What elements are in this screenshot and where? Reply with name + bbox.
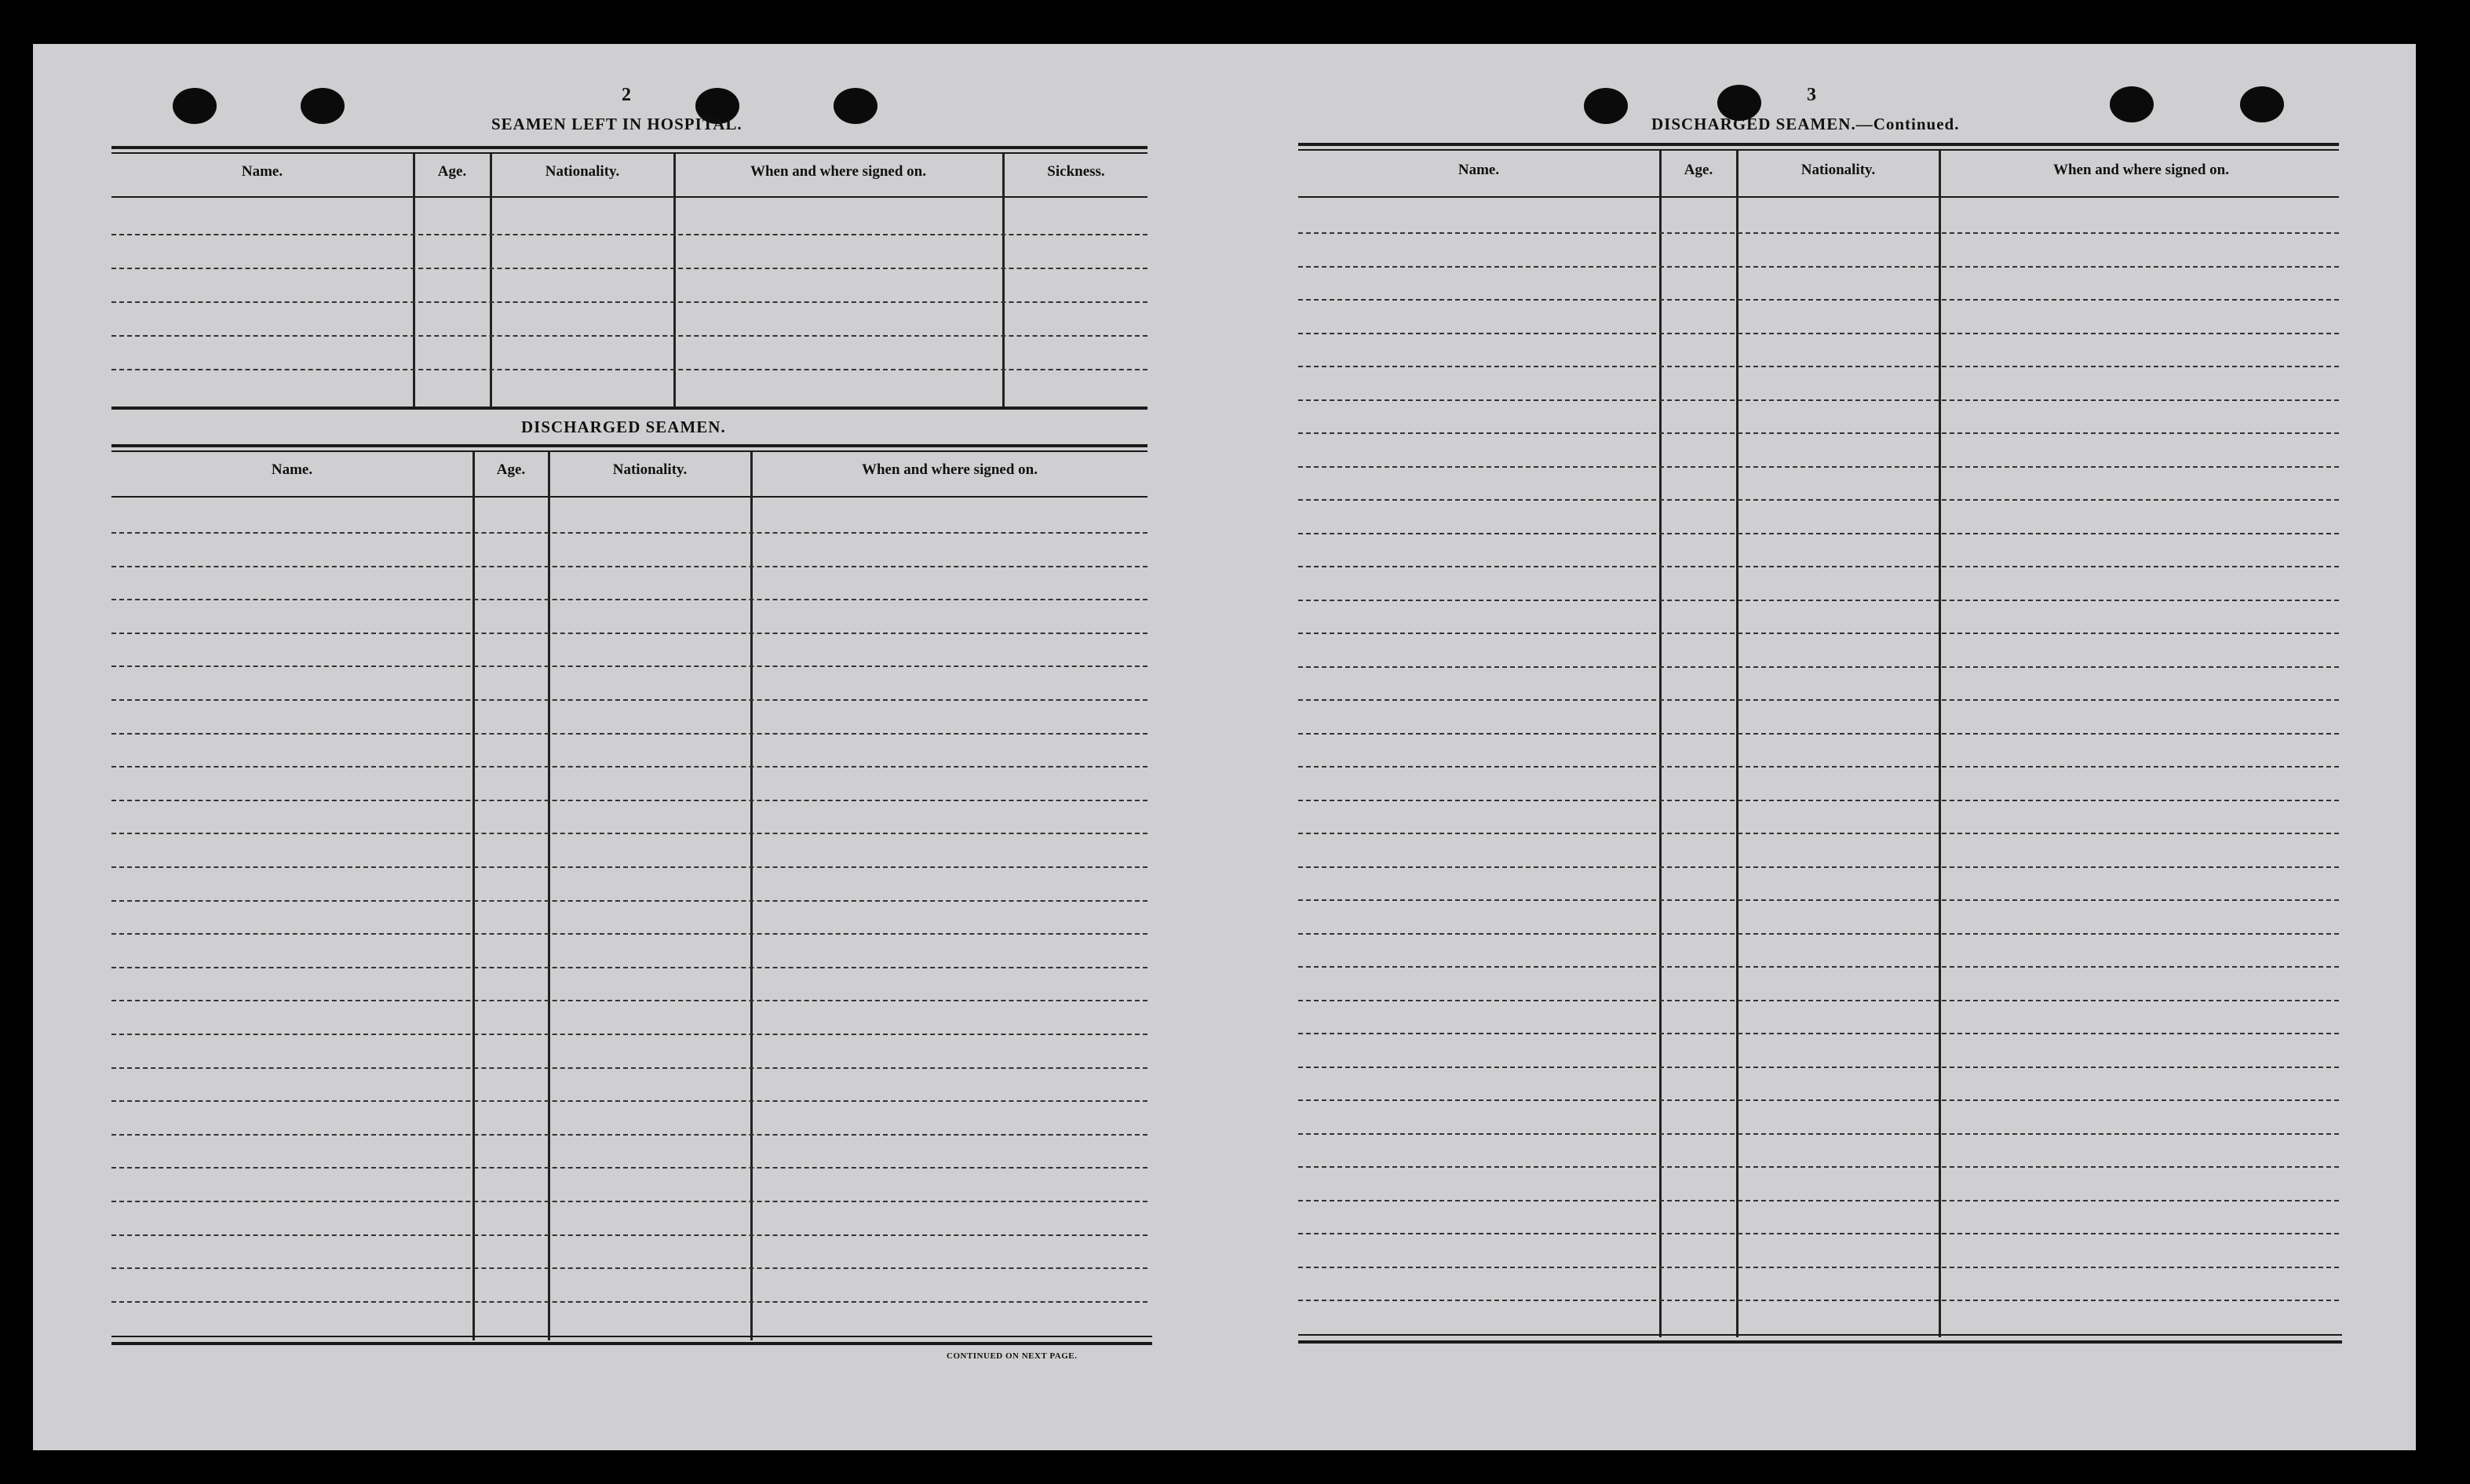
- punch-hole: [1584, 88, 1628, 124]
- right-col-age: Age.: [1684, 162, 1713, 178]
- right-col-divider: [1659, 151, 1662, 1337]
- ruled-line: [1298, 833, 2339, 834]
- discharged-bottom-rule: [111, 1336, 1152, 1337]
- hospital-header-rule: [111, 196, 1147, 198]
- ruled-line: [111, 800, 1147, 801]
- punch-hole: [2110, 86, 2154, 122]
- discharged-section-title: DISCHARGED SEAMEN.: [521, 417, 726, 436]
- ruled-line: [1298, 600, 2339, 601]
- discharged-col-age: Age.: [496, 461, 526, 478]
- ruled-line: [1298, 1267, 2339, 1268]
- ruled-line: [1298, 1166, 2339, 1168]
- ruled-line: [1298, 800, 2339, 801]
- ruled-line: [1298, 232, 2339, 234]
- ruled-line: [1298, 566, 2339, 567]
- ruled-line: [1298, 432, 2339, 434]
- ruled-line: [1298, 699, 2339, 701]
- discharged-top-rule-thin: [111, 450, 1147, 452]
- ruled-line: [1298, 933, 2339, 935]
- hospital-col-age: Age.: [437, 163, 467, 180]
- punch-hole: [301, 88, 345, 124]
- ruled-line: [1298, 533, 2339, 534]
- punch-hole: [2240, 86, 2284, 122]
- ruled-line: [111, 1301, 1147, 1303]
- ruled-line: [1298, 366, 2339, 367]
- ruled-line: [1298, 866, 2339, 868]
- hospital-bottom-rule: [111, 407, 1147, 410]
- ruled-line: [111, 532, 1147, 534]
- ruled-line: [1298, 1200, 2339, 1201]
- ruled-line: [111, 1234, 1147, 1236]
- ruled-line: [111, 933, 1147, 935]
- ruled-line: [111, 900, 1147, 902]
- hospital-top-rule: [111, 146, 1147, 149]
- ruled-line: [111, 301, 1147, 303]
- ruled-line: [111, 1100, 1147, 1102]
- right-col-name: Name.: [1458, 162, 1500, 178]
- ruled-line: [111, 335, 1147, 337]
- ruled-line: [111, 1201, 1147, 1202]
- ruled-line: [111, 766, 1147, 768]
- discharged-col-divider: [548, 452, 550, 1340]
- ruled-line: [111, 1067, 1147, 1069]
- ruled-line: [1298, 299, 2339, 301]
- ruled-line: [111, 665, 1147, 667]
- ruled-line: [1298, 1067, 2339, 1068]
- ruled-line: [1298, 466, 2339, 468]
- discharged-col-signed-on: When and where signed on.: [861, 461, 1038, 478]
- right-section-title: DISCHARGED SEAMEN.—Continued.: [1651, 115, 1960, 133]
- hospital-col-name: Name.: [241, 163, 283, 180]
- discharged-col-divider: [472, 452, 475, 1340]
- right-col-divider: [1736, 151, 1738, 1337]
- right-top-rule: [1298, 143, 2339, 146]
- ruled-line: [1298, 266, 2339, 268]
- ruled-line: [111, 733, 1147, 735]
- ruled-line: [1298, 766, 2339, 768]
- ruled-line: [111, 967, 1147, 968]
- discharged-col-name: Name.: [271, 461, 313, 478]
- ruled-line: [111, 1134, 1147, 1136]
- ruled-line: [1298, 1233, 2339, 1234]
- ruled-line: [1298, 633, 2339, 634]
- ruled-line: [1298, 899, 2339, 901]
- ruled-line: [111, 866, 1147, 868]
- page-number-left: 2: [622, 85, 631, 105]
- ruled-line: [1298, 733, 2339, 735]
- document-sheet: [33, 44, 2416, 1450]
- ruled-line: [111, 1034, 1147, 1035]
- right-bottom-rule-heavy: [1298, 1340, 2342, 1344]
- discharged-header-rule: [111, 496, 1147, 498]
- ruled-line: [111, 369, 1147, 370]
- ruled-line: [1298, 1133, 2339, 1135]
- discharged-top-rule: [111, 444, 1147, 447]
- hospital-section-title: SEAMEN LEFT IN HOSPITAL.: [491, 115, 742, 133]
- ruled-line: [111, 268, 1147, 269]
- hospital-col-sickness: Sickness.: [1047, 163, 1105, 180]
- ruled-line: [111, 633, 1147, 634]
- ruled-line: [111, 599, 1147, 600]
- hospital-col-nationality: Nationality.: [545, 163, 620, 180]
- right-bottom-rule: [1298, 1334, 2342, 1336]
- right-top-rule-thin: [1298, 149, 2339, 151]
- ruled-line: [1298, 1099, 2339, 1101]
- ruled-line: [1298, 1000, 2339, 1001]
- ruled-line: [111, 566, 1147, 567]
- discharged-col-divider: [750, 452, 753, 1340]
- right-header-rule: [1298, 196, 2339, 198]
- ruled-line: [111, 699, 1147, 701]
- discharged-bottom-rule-heavy: [111, 1342, 1152, 1345]
- punch-hole: [173, 88, 217, 124]
- discharged-col-nationality: Nationality.: [612, 461, 688, 478]
- ruled-line: [1298, 966, 2339, 968]
- right-col-signed-on: When and where signed on.: [2052, 162, 2229, 178]
- punch-hole: [834, 88, 877, 124]
- ruled-line: [1298, 399, 2339, 401]
- ruled-line: [111, 1167, 1147, 1169]
- ruled-line: [1298, 1033, 2339, 1034]
- ruled-line: [1298, 333, 2339, 334]
- right-col-divider: [1939, 151, 1941, 1337]
- page-number-right: 3: [1807, 85, 1816, 105]
- ruled-line: [111, 1000, 1147, 1001]
- ruled-line: [1298, 499, 2339, 501]
- ruled-line: [111, 234, 1147, 235]
- hospital-top-rule-thin: [111, 152, 1147, 154]
- right-col-nationality: Nationality.: [1801, 162, 1876, 178]
- ruled-line: [1298, 1300, 2339, 1301]
- hospital-col-signed-on: When and where signed on.: [750, 163, 926, 180]
- ruled-line: [111, 1267, 1147, 1269]
- ruled-line: [1298, 666, 2339, 668]
- ruled-line: [111, 833, 1147, 834]
- continued-footnote: CONTINUED ON NEXT PAGE.: [947, 1351, 1078, 1361]
